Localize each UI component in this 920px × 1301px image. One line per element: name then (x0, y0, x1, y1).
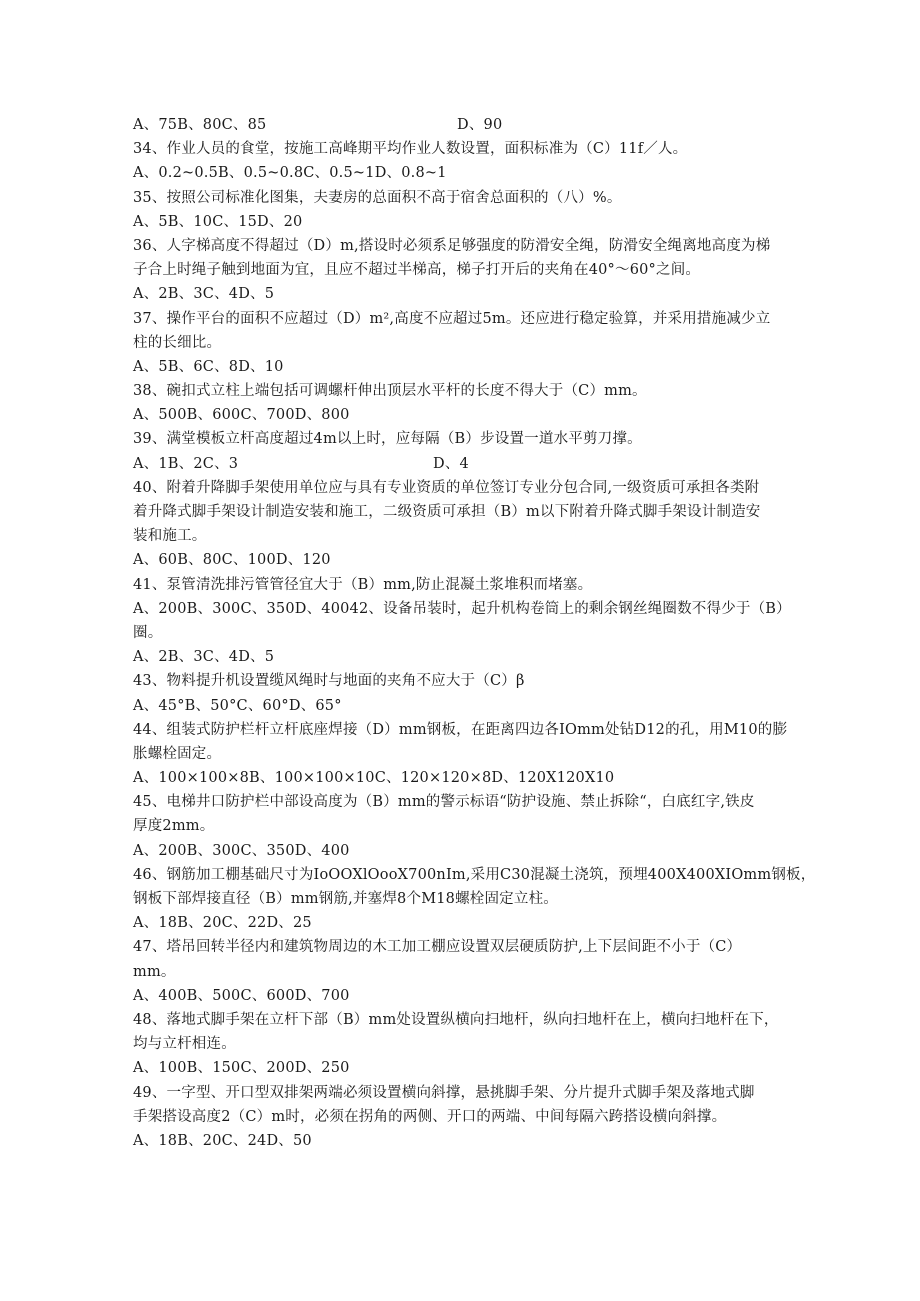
question-49-cont: 手架搭设高度2（C）m时，必须在拐角的两侧、开口的两端、中间每隔六跨搭设横向斜撑。 (133, 1108, 727, 1125)
answer-options-47: A、400B、500C、600D、700 (133, 987, 350, 1004)
question-list (133, 113, 816, 1153)
answer-options-46: A、18B、20C、22D、25 (133, 915, 312, 932)
answer-options-39 (133, 452, 803, 476)
question-44: 44、组装式防护栏杆立杆底座焊接（D）mm钢板，在距离四边各IOmm处钻D12的孔，用M10的膨 (133, 721, 788, 738)
question-37: 37、操作平台的面积不应超过（D）m²,高度不应超过5m。还应进行稳定验算，并采用措施减少立 (133, 310, 771, 327)
question-48: 48、落地式脚手架在立杆下部（B）mm处设置纵横向扫地杆，纵向扫地杆在上，横向扫地杆在下， (133, 1011, 779, 1028)
answer-options-36: A、2B、3C、4D、5 (133, 286, 275, 303)
question-36: 36、人字梯高度不得超过（D）m,搭设时必须系足够强度的防滑安全绳，防滑安全绳离地高度为梯 (133, 237, 771, 254)
question-45: 45、电梯井口防护栏中部设高度为（B）mm的警示标语“防护设施、禁止拆除“，白底红字,铁皮 (133, 794, 755, 811)
question-40-cont: 着升降式脚手架设计制造安装和施工，二级资质可承担（B）m以下附着升降式脚手架设计制造安 (133, 504, 761, 520)
answer-options-49: A、18B、20C、24D、50 (133, 1132, 312, 1149)
answer-options-38: A、500B、600C、700D、800 (133, 407, 350, 424)
question-39: 39、满堂模板立杆高度超过4m以上时，应每隔（B）步设置一道水平剪刀撑。 (133, 431, 642, 448)
question-42-cont: 圈。 (133, 624, 163, 641)
answer-options-33 (133, 113, 803, 137)
question-46: 46、钢筋加工棚基础尺寸为IoOOXlOooX700nIm,采用C30混凝土浇筑，预埋400X400XIOmm钢板， (133, 866, 816, 883)
question-49: 49、一字型、开口型双排架两端必须设置横向斜撑，悬挑脚手架、分片提升式脚手架及落地式脚 (133, 1084, 755, 1101)
question-41: 41、泵管清洗排污管管径宜大于（B）mm,防止混凝土浆堆积而堵塞。 (133, 576, 593, 593)
question-34: 34、作业人员的食堂，按施工高峰期平均作业人数设置，面积标准为（C）11f／人。 (133, 141, 688, 158)
question-37-cont: 柱的长细比。 (133, 334, 222, 351)
options-right: D、4 (433, 455, 469, 472)
answer-options-35: A、5B、10C、15D、20 (133, 213, 303, 230)
options-right: D、90 (457, 117, 503, 133)
answer-options-48: A、100B、150C、200D、250 (133, 1060, 350, 1077)
answer-options-41-question-42: A、200B、300C、350D、40042、设备吊装时，起升机构卷筒上的剩余钢丝绳圈数不得少于（B） (133, 600, 791, 617)
options-left: A、1B、2C、3 (133, 455, 239, 472)
question-45-cont: 厚度2mm。 (133, 818, 215, 835)
answer-options-45: A、200B、300C、350D、400 (133, 842, 350, 859)
answer-options-40: A、60B、80C、100D、120 (133, 552, 331, 569)
answer-options-44: A、100×100×8B、100×100×10C、120×120×8D、120X120X10 (133, 770, 615, 787)
question-47: 47、塔吊回转半径内和建筑物周边的木工加工棚应设置双层硬质防护,上下层间距不小于（C） (133, 939, 742, 956)
question-43: 43、物料提升机设置缆风绳时与地面的夹角不应大于（C）β (133, 673, 525, 690)
question-44-cont: 胀螺栓固定。 (133, 745, 222, 762)
answer-options-37: A、5B、6C、8D、10 (133, 358, 284, 375)
question-47-cont: mm。 (133, 963, 176, 980)
question-38: 38、碗扣式立柱上端包括可调螺杆伸出顶层水平杆的长度不得大于（C）mm。 (133, 383, 647, 400)
answer-options-34: A、0.2~0.5B、0.5~0.8C、0.5~1D、0.8~1 (133, 165, 447, 182)
question-48-cont: 均与立杆相连。 (133, 1036, 236, 1053)
question-46-cont: 钢板下部焊接直径（B）mm钢筋,并塞焊8个M18螺栓固定立柱。 (133, 891, 558, 907)
options-left: A、75B、80C、85 (133, 117, 267, 133)
question-40-cont-2: 装和施工。 (133, 528, 207, 545)
answer-options-42: A、2B、3C、4D、5 (133, 649, 275, 666)
question-35: 35、按照公司标准化图集，夫妻房的总面积不高于宿舍总面积的（八）%。 (133, 189, 622, 206)
question-40: 40、附着升降脚手架使用单位应与具有专业资质的单位签订专业分包合同,一级资质可承担各类附 (133, 479, 760, 496)
answer-options-43: A、45°B、50°C、60°D、65° (133, 697, 342, 714)
question-36-cont: 子合上时绳子触到地面为宜，且应不超过半梯高，梯子打开后的夹角在40°～60°之间。 (133, 262, 701, 279)
